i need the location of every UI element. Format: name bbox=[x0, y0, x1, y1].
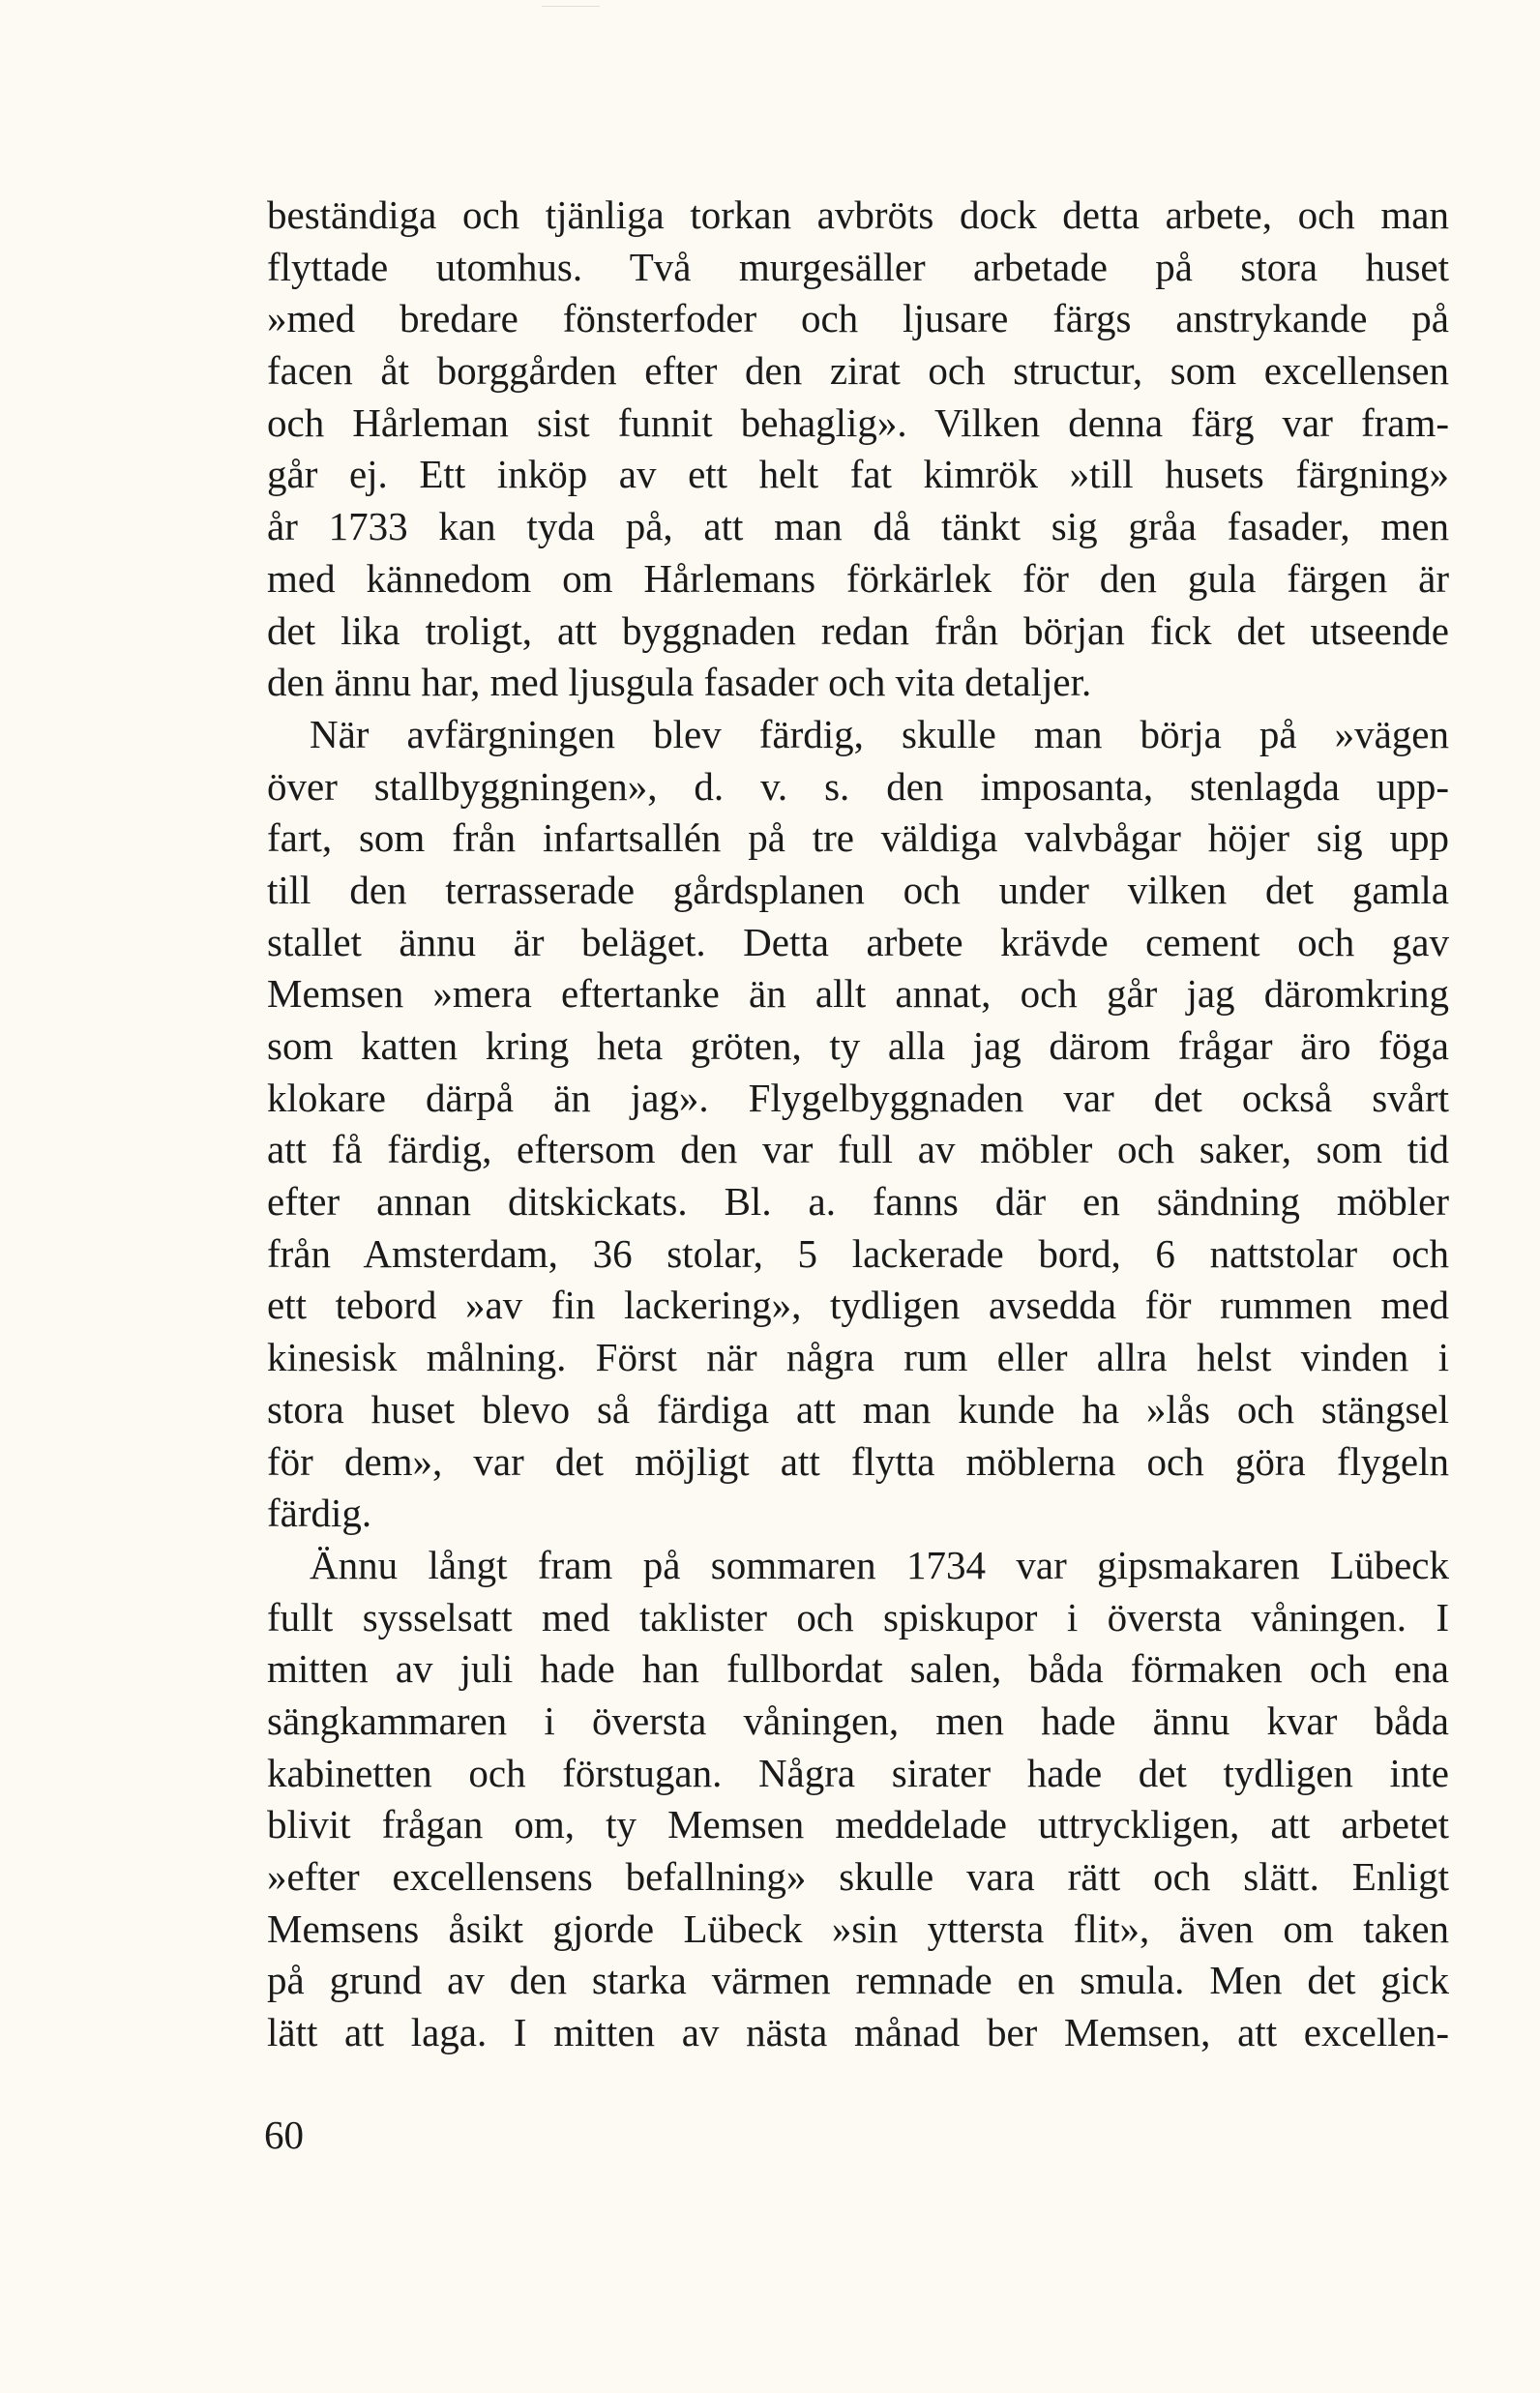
text-line: stora huset blevo så färdiga att man kunde ha »lås och stängsel bbox=[267, 1386, 1449, 1432]
text-line: år 1733 kan tyda på, att man då tänkt sig gråa fasader, men bbox=[267, 504, 1449, 549]
text-line: klokare därpå än jag». Flygelbyggnaden var det också svårt bbox=[267, 1075, 1449, 1120]
text-line: att få färdig, eftersom den var full av möbler och saker, som tid bbox=[267, 1127, 1449, 1172]
text-line: beständiga och tjänliga torkan avbröts dock detta arbete, och man bbox=[267, 192, 1449, 237]
text-line: på grund av den starka värmen remnade en smula. Men det gick bbox=[267, 1958, 1449, 2003]
text-line: för dem», var det möjligt att flytta möblerna och göra flygeln bbox=[267, 1438, 1449, 1484]
text-line: och Hårleman sist funnit behaglig». Vilken denna färg var fram- bbox=[267, 399, 1449, 445]
text-line: lätt att laga. I mitten av nästa månad ber Memsen, att excellen- bbox=[267, 2010, 1449, 2055]
text-line: »efter excellensens befallning» skulle vara rätt och slätt. Enligt bbox=[267, 1854, 1449, 1899]
text-line: sängkammaren i översta våningen, men hade ännu kvar båda bbox=[267, 1698, 1449, 1743]
text-line: Ännu långt fram på sommaren 1734 var gipsmakaren Lübeck bbox=[310, 1542, 1449, 1587]
text-line: över stallbyggningen», d. v. s. den imposanta, stenlagda upp- bbox=[267, 763, 1449, 809]
text-line: »med bredare fönsterfoder och ljusare färgs anstrykande på bbox=[267, 296, 1449, 341]
text-line: som katten kring heta gröten, ty alla jag därom frågar äro föga bbox=[267, 1023, 1449, 1068]
text-line: Memsens åsikt gjorde Lübeck »sin yttersta flit», även om taken bbox=[267, 1906, 1449, 1951]
text-line: kabinetten och förstugan. Några sirater hade det tydligen inte bbox=[267, 1750, 1449, 1795]
text-line: blivit frågan om, ty Memsen meddelade uttryckligen, att arbetet bbox=[267, 1802, 1449, 1847]
body-text bbox=[267, 190, 1449, 2059]
text-line: det lika troligt, att byggnaden redan från början fick det utseende bbox=[267, 607, 1449, 653]
page-edge-mark bbox=[542, 0, 600, 7]
text-line: går ej. Ett inköp av ett helt fat kimrök »till husets färgning» bbox=[267, 452, 1449, 497]
text-line: flyttade utomhus. Två murgesäller arbetade på stora huset bbox=[267, 244, 1449, 289]
text-line: När avfärgningen blev färdig, skulle man börja på »vägen bbox=[310, 711, 1449, 756]
text-line: fullt sysselsatt med taklister och spiskupor i översta våningen. I bbox=[267, 1594, 1449, 1640]
text-line: fart, som från infartsallén på tre väldiga valvbågar höjer sig upp bbox=[267, 815, 1449, 861]
page-number: 60 bbox=[264, 2112, 304, 2157]
text-line: med kännedom om Hårlemans förkärlek för den gula färgen är bbox=[267, 555, 1449, 601]
text-line: mitten av juli hade han fullbordat salen, båda förmaken och ena bbox=[267, 1646, 1449, 1692]
text-line: facen åt borggården efter den zirat och structur, som excellensen bbox=[267, 348, 1449, 394]
text-line: den ännu har, med ljusgula fasader och vita detaljer. bbox=[267, 660, 1092, 705]
text-line: kinesisk målning. Först när några rum eller allra helst vinden i bbox=[267, 1335, 1449, 1380]
text-line: ett tebord »av fin lackering», tydligen avsedda för rummen med bbox=[267, 1283, 1449, 1328]
text-line: till den terrasserade gårdsplanen och under vilken det gamla bbox=[267, 867, 1449, 912]
text-line: Memsen »mera eftertanke än allt annat, och går jag däromkring bbox=[267, 971, 1449, 1017]
text-line: stallet ännu är beläget. Detta arbete krävde cement och gav bbox=[267, 919, 1449, 964]
text-line: färdig. bbox=[267, 1491, 372, 1536]
text-line: från Amsterdam, 36 stolar, 5 lackerade bord, 6 nattstolar och bbox=[267, 1230, 1449, 1276]
text-line: efter annan ditskickats. Bl. a. fanns där en sändning möbler bbox=[267, 1179, 1449, 1225]
